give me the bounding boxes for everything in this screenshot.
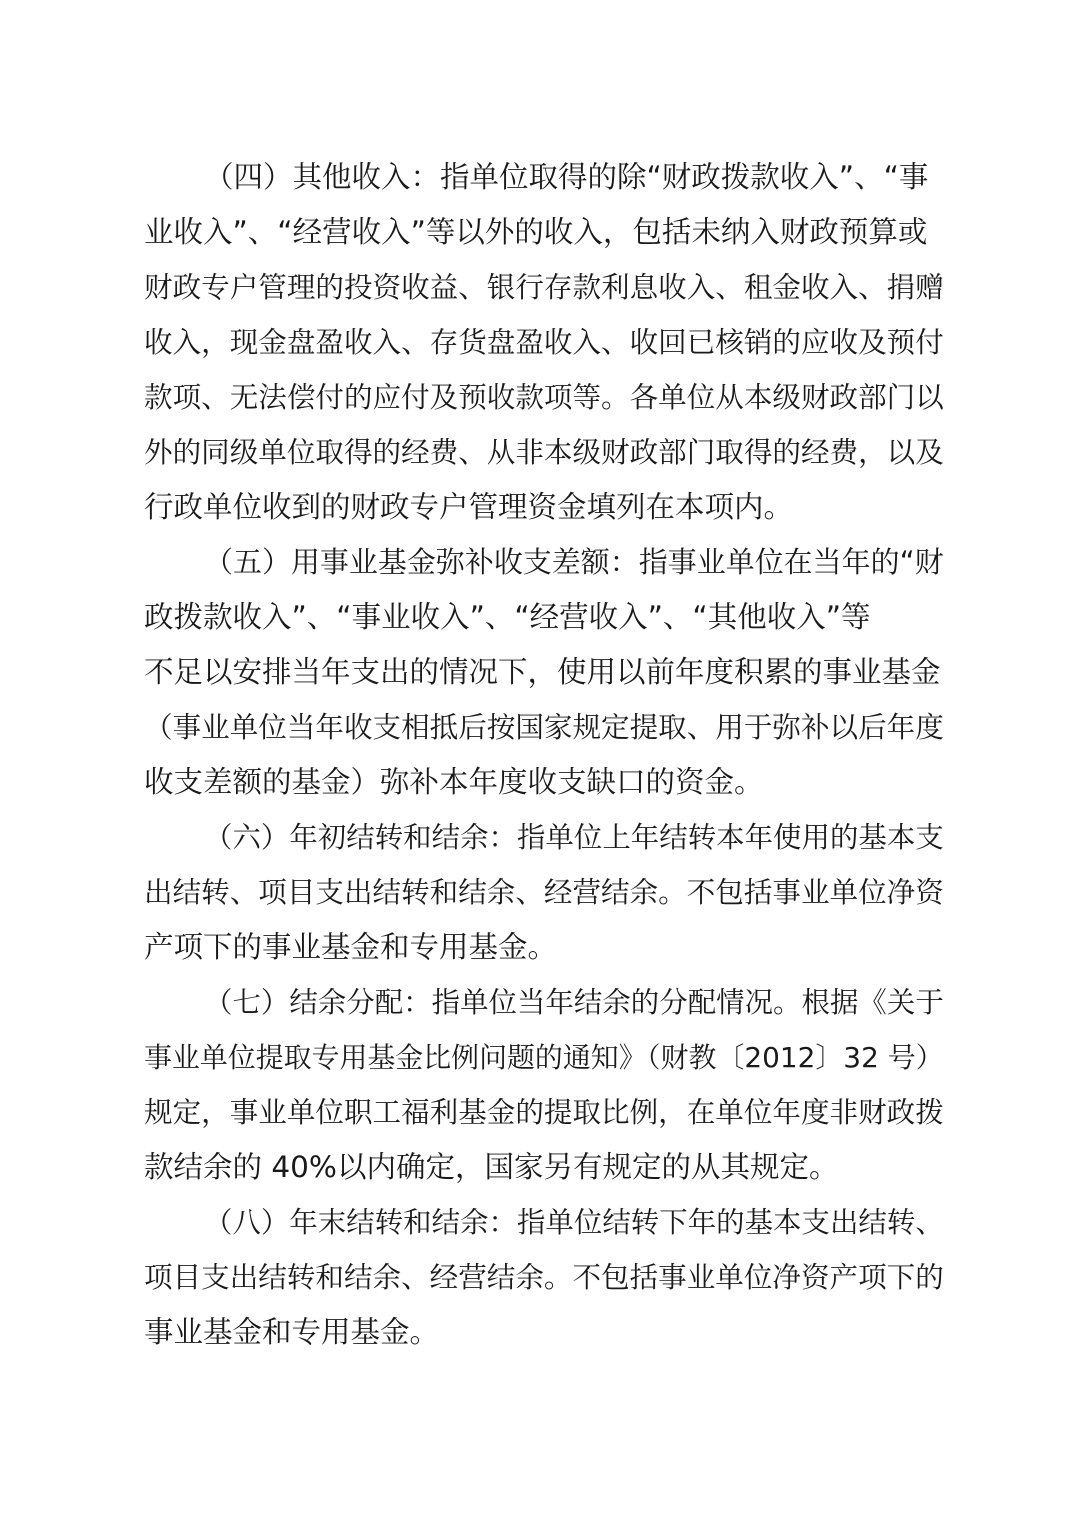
paragraph-line: 款结余的 40%以内确定，国家另有规定的从其规定。 bbox=[144, 1150, 839, 1184]
paragraph-line: 事业基金和专用基金。 bbox=[144, 1315, 440, 1349]
paragraph-line: 不足以安排当年支出的情况下，使用以前年度积累的事业基金 bbox=[144, 655, 941, 689]
paragraph-line: 财政专户管理的投资收益、银行存款利息收入、租金收入、捐赠 bbox=[144, 270, 944, 304]
paragraph-line: 项目支出结转和结余、经营结余。不包括事业单位净资产项下的 bbox=[144, 1260, 944, 1294]
paragraph-line: 收支差额的基金）弥补本年度收支缺口的资金。 bbox=[144, 765, 764, 799]
paragraph-line: （事业单位当年收支相抵后按国家规定提取、用于弥补以后年度 bbox=[144, 710, 944, 744]
paragraph-line: 事业单位提取专用基金比例问题的通知》（财教〔2012〕32 号） bbox=[144, 1041, 944, 1074]
paragraph-surplus-distribution bbox=[144, 975, 944, 1195]
paragraph-beginning-carryover bbox=[144, 810, 944, 975]
paragraph-ending-carryover bbox=[144, 1195, 944, 1360]
paragraph-line: 业收入”、“经营收入”等以外的收入，包括未纳入财政预算或 bbox=[144, 215, 928, 249]
document-page bbox=[144, 150, 944, 1360]
paragraph-line: 款项、无法偿付的应付及预收款项等。各单位从本级财政部门以 bbox=[144, 380, 944, 414]
paragraph-line: 出结转、项目支出结转和结余、经营结余。不包括事业单位净资 bbox=[144, 875, 944, 909]
paragraph-line: （四）其他收入：指单位取得的除“财政拨款收入”、“事 bbox=[204, 160, 929, 194]
paragraph-line: 外的同级单位取得的经费、从非本级财政部门取得的经费，以及 bbox=[144, 435, 944, 469]
paragraph-line: 产项下的事业基金和专用基金。 bbox=[144, 930, 558, 964]
paragraph-line: （八）年末结转和结余：指单位结转下年的基本支出结转、 bbox=[204, 1206, 944, 1239]
paragraph-line: 收入，现金盘盈收入、存货盘盈收入、收回已核销的应收及预付 bbox=[144, 325, 944, 359]
paragraph-line: （七）结余分配：指单位当年结余的分配情况。根据《关于 bbox=[204, 986, 944, 1019]
paragraph-line: 政拨款收入”、“事业收入”、“经营收入”、“其他收入”等 bbox=[144, 600, 871, 634]
paragraph-fund-balance-offset bbox=[144, 535, 944, 810]
paragraph-line: （六）年初结转和结余：指单位上年结转本年使用的基本支 bbox=[204, 821, 944, 854]
paragraph-other-income bbox=[144, 150, 944, 535]
paragraph-line: 行政单位收到的财政专户管理资金填列在本项内。 bbox=[144, 490, 794, 524]
paragraph-line: （五）用事业基金弥补收支差额：指事业单位在当年的“财 bbox=[204, 545, 944, 579]
paragraph-line: 规定，事业单位职工福利基金的提取比例，在单位年度非财政拨 bbox=[144, 1095, 944, 1129]
